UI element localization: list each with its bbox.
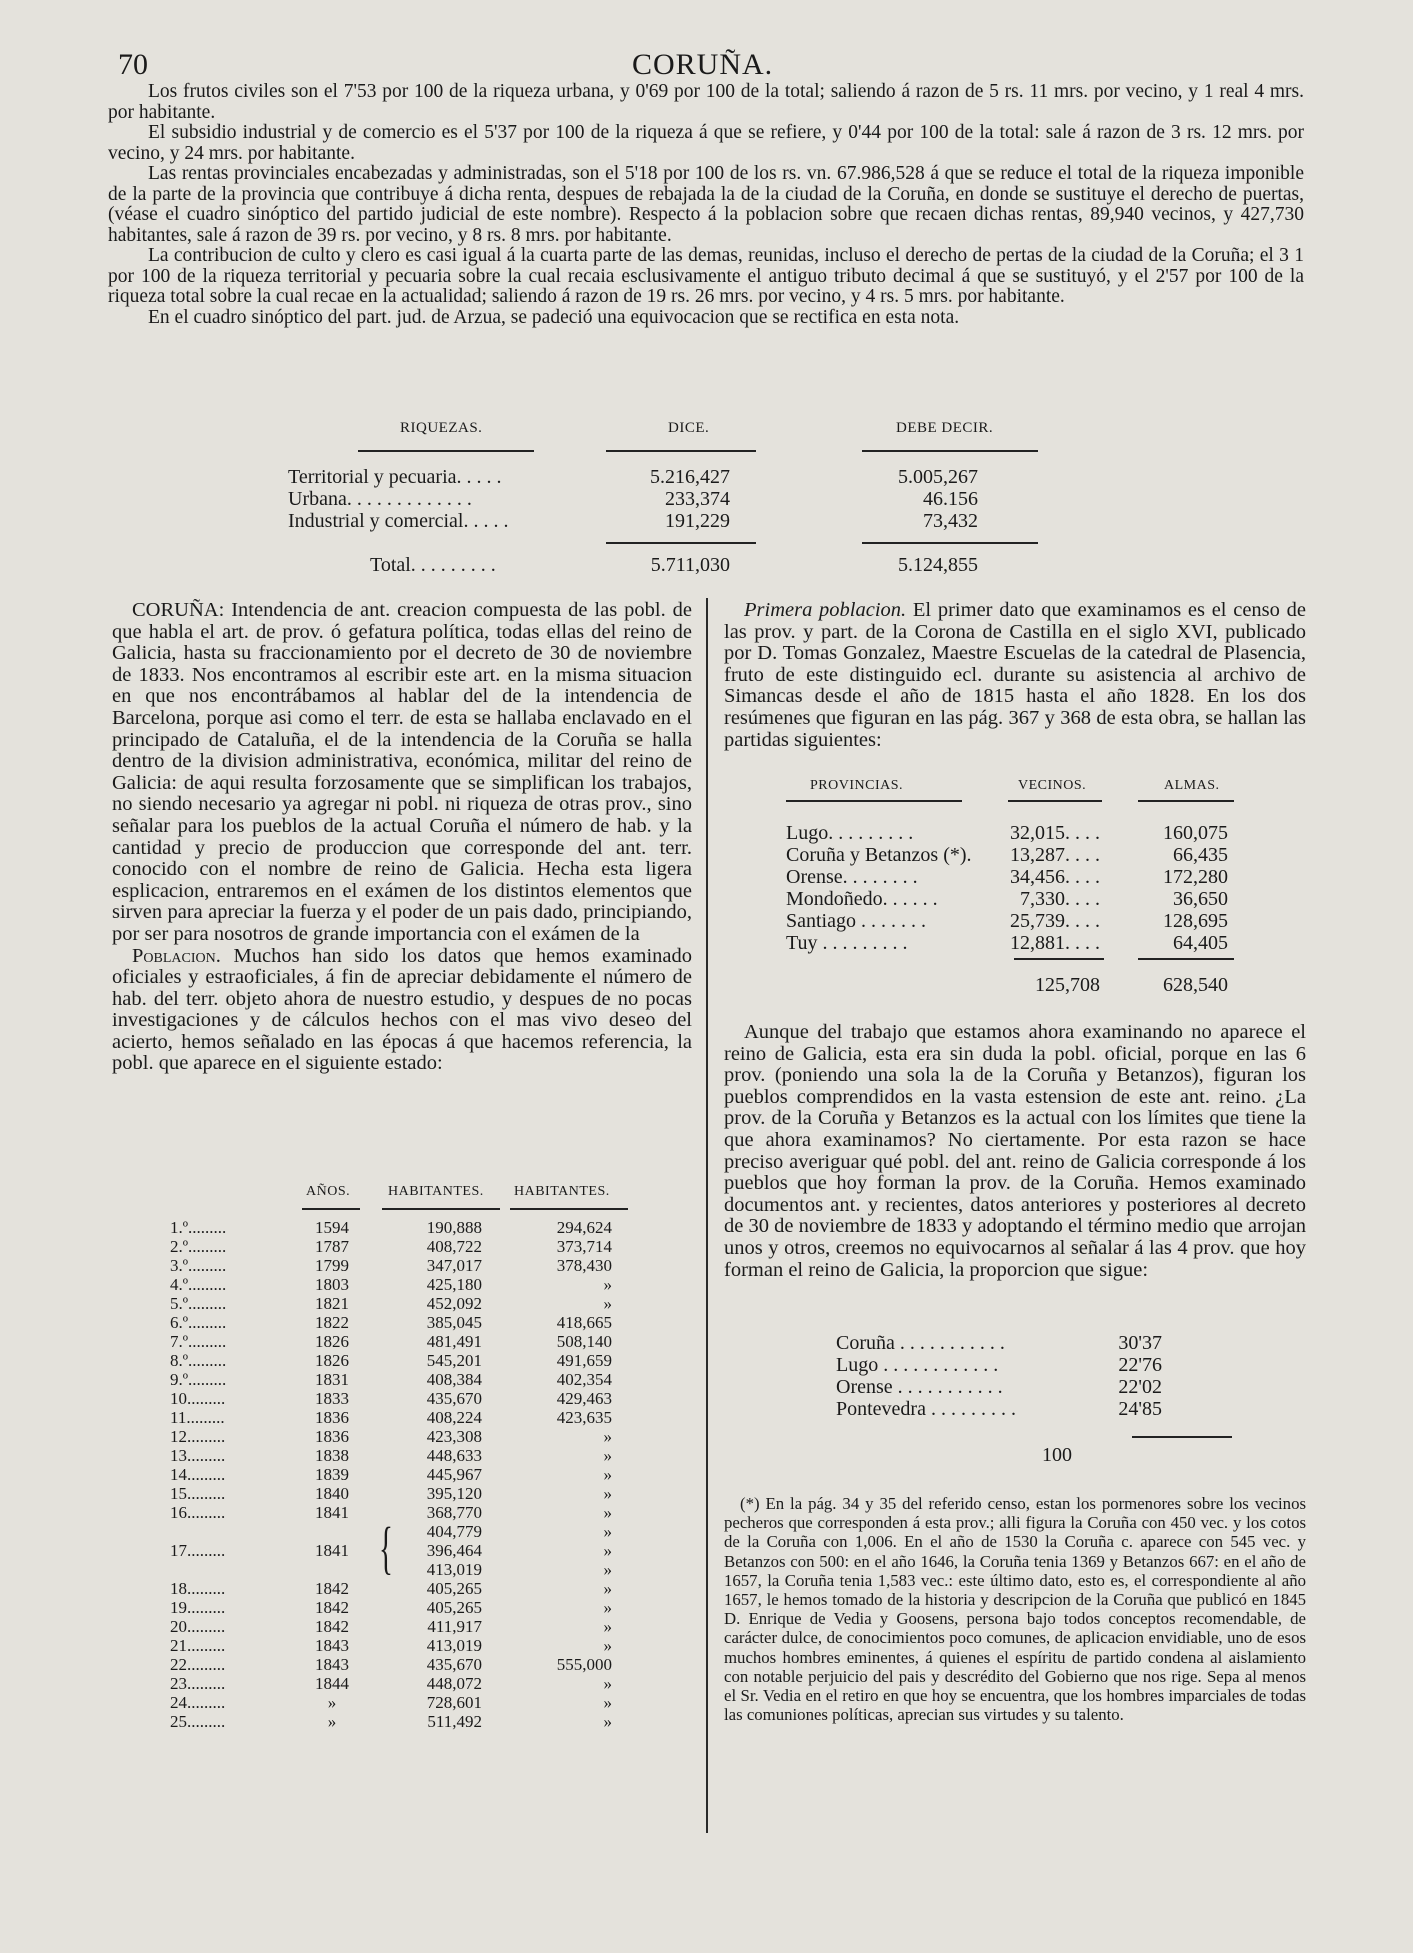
debe-total: 5.124,855	[898, 554, 978, 576]
poblacion-row	[170, 1655, 670, 1675]
row-habitantes-2: »	[603, 1541, 612, 1560]
row-habitantes-1: 368,770	[426, 1503, 482, 1522]
proporcion-value: 30'37	[1118, 1332, 1162, 1354]
header-rule	[786, 800, 962, 802]
row-habitantes-1: 413,019	[426, 1636, 482, 1655]
row-number: 19.........	[170, 1598, 226, 1617]
row-number: 5.º.........	[170, 1294, 227, 1313]
provincia-name: Coruña y Betanzos (*).	[786, 844, 972, 866]
row-number: 18.........	[170, 1579, 226, 1598]
row-year: 1833	[315, 1389, 349, 1408]
row-year: 1787	[315, 1237, 349, 1256]
primera-poblacion-text: El primer dato que examinamos es el censo de las prov. y part. de la Corona de Castilla en el siglo XVI, publicado por D. Tomas Gonzalez, Maestre Escuelas de la catedral de Plasencia, fruto de este distinguido ecl. durante su asistencia al archivo de Simancas desde el año de 1815 hasta el año 1828. En los dos resúmenes que figuran en las pág. 367 y 368 de esta obra, se hallan las partidas siguientes:	[724, 599, 1306, 751]
right-column-continued	[724, 1022, 1306, 1281]
provincia-name: Mondoñedo. . . . . .	[786, 888, 938, 910]
provincia-vecinos: 32,015. . . .	[1010, 822, 1100, 844]
poblacion-row	[170, 1598, 670, 1618]
proporcion-row	[836, 1332, 1206, 1354]
row-habitantes-1: 405,265	[426, 1579, 482, 1598]
row-number: 3.º.........	[170, 1256, 227, 1275]
row-year: 1799	[315, 1256, 349, 1275]
row-number: 16.........	[170, 1503, 226, 1522]
intro-paragraph: Los frutos civiles son el 7'53 por 100 de la riqueza urbana, y 0'69 por 100 de la total; saliendo á razon de 5 rs. 11 mrs. por vecino, y 1 real 4 mrs. por habitante.	[108, 81, 1304, 123]
riquezas-row	[288, 466, 1068, 488]
row-habitantes-1: 435,670	[426, 1655, 482, 1674]
row-habitantes-2: »	[603, 1446, 612, 1465]
anos-header: AÑOS.	[306, 1184, 351, 1199]
riqueza-label: Urbana. . . . . . . . . . . . .	[288, 488, 472, 510]
column-divider	[706, 598, 708, 1833]
row-year: 1843	[315, 1655, 349, 1674]
provincia-name: Tuy . . . . . . . . .	[786, 932, 908, 954]
row-habitantes-2: 423,635	[556, 1408, 612, 1427]
sum-rule	[1132, 1436, 1232, 1438]
row-habitantes-1: 404,779	[426, 1522, 482, 1541]
coruna-text: Intendencia de ant. creacion compuesta de las pobl. de que habla el art. de prov. ó gefatura política, todas ellas del reino de Galicia, hasta su fraccionamiento por el decreto de 30 de noviembre de 1833. Nos encontramos al escribir este art. en la misma situacion en que nos encontrábamos al hablar del de la intendencia de Barcelona, porque asi como el terr. de esta se hallaba enclavado en el principado de Cataluña, el de la intendencia de la Coruña se halla dentro de la division administrativa, económica, militar del reino de Galicia: de aqui resulta forzosamente que se simplifican los trabajos, no siendo necesario ya agregar ni pobl. ni riqueza de otras prov., sino señalar para los pueblos de la actual Coruña el número de hab. y la cantidad y precio de produccion que corresponde del ant. terr. conocido con el nombre de reino de Galicia. Hecha esta ligera esplicacion, entraremos en el exámen de los distintos elementos que sirven para apreciar la fuerza y el poder de un pais dado, principiando, por ser para nosotros de grande importancia con el exámen de la	[112, 599, 692, 945]
provincia-row	[786, 932, 1256, 954]
vecinos-header: VECINOS.	[1018, 778, 1087, 793]
provincia-almas: 36,650	[1173, 888, 1228, 910]
row-year: 1841	[315, 1541, 349, 1560]
row-habitantes-1: 413,019	[426, 1560, 482, 1579]
proporcion-value: 24'85	[1118, 1398, 1162, 1420]
row-habitantes-1: 445,967	[426, 1465, 482, 1484]
poblacion-row	[170, 1427, 670, 1447]
row-habitantes-1: 728,601	[426, 1693, 482, 1712]
row-habitantes-2: 555,000	[556, 1655, 612, 1674]
poblacion-row	[170, 1617, 670, 1637]
row-year: 1822	[315, 1313, 349, 1332]
row-habitantes-2: 402,354	[556, 1370, 612, 1389]
row-year: 1839	[315, 1465, 349, 1484]
row-habitantes-1: 545,201	[426, 1351, 482, 1370]
sum-rule	[1138, 958, 1234, 960]
row-habitantes-2: »	[603, 1693, 612, 1712]
row-habitantes-1: 347,017	[426, 1256, 482, 1275]
sum-rule	[1014, 958, 1104, 960]
row-habitantes-1: 405,265	[426, 1598, 482, 1617]
habitantes-header: HABITANTES.	[514, 1184, 610, 1199]
row-habitantes-2: 429,463	[556, 1389, 612, 1408]
row-habitantes-1: 425,180	[426, 1275, 482, 1294]
row-habitantes-2: »	[603, 1674, 612, 1693]
row-number: 4.º.........	[170, 1275, 227, 1294]
provincia-almas: 128,695	[1163, 910, 1228, 932]
debe-decir-header: DEBE DECIR.	[896, 420, 994, 436]
row-habitantes-2: »	[603, 1617, 612, 1636]
poblacion-row	[170, 1503, 670, 1523]
poblacion-row	[170, 1218, 670, 1238]
riqueza-label: Industrial y comercial. . . . .	[288, 510, 509, 532]
row-habitantes-2: »	[603, 1484, 612, 1503]
poblacion-row	[170, 1275, 670, 1295]
primera-poblacion-lead: Primera poblacion.	[744, 599, 907, 621]
row-number: 11.........	[170, 1408, 225, 1427]
provincias-header: PROVINCIAS.	[810, 778, 904, 793]
provincia-almas: 172,280	[1163, 866, 1228, 888]
header-rule	[606, 450, 756, 452]
row-habitantes-2: 378,430	[556, 1256, 612, 1275]
header-rule	[1138, 800, 1234, 802]
poblacion-row	[170, 1636, 670, 1656]
provincia-almas: 160,075	[1163, 822, 1228, 844]
dice-value: 191,229	[665, 510, 730, 532]
page-number: 70	[118, 48, 148, 81]
row-year: 1838	[315, 1446, 349, 1465]
proporcion-name: Lugo . . . . . . . . . . . .	[836, 1354, 999, 1376]
row-number: 24.........	[170, 1693, 226, 1712]
row-year: »	[327, 1693, 337, 1712]
row-number: 1.º.........	[170, 1218, 227, 1237]
poblacion-row	[170, 1313, 670, 1333]
header-rule	[862, 450, 1038, 452]
row-year: 1594	[315, 1218, 349, 1237]
row-habitantes-2: »	[603, 1636, 612, 1655]
row-habitantes-1: 396,464	[426, 1541, 482, 1560]
row-number: 8.º.........	[170, 1351, 227, 1370]
poblacion-row	[170, 1674, 670, 1694]
proporcion-row	[836, 1376, 1206, 1398]
poblacion-paragraph	[112, 946, 692, 1076]
provincia-row	[786, 822, 1256, 844]
poblacion-row	[170, 1408, 670, 1428]
poblacion-row	[170, 1446, 670, 1466]
row-habitantes-1: 511,492	[427, 1712, 482, 1731]
provincia-name: Lugo. . . . . . . . .	[786, 822, 914, 844]
left-column	[112, 600, 692, 1075]
footnote-text: (*) En la pág. 34 y 35 del referido censo, estan los pormenores sobre los vecinos pecheros que corresponden á esta prov.; alli figura la Coruña con 450 vec. y los cotos de la Coruña con 1,006. En el año de 1530 la Coruña c. aparece con 545 vec. y Betanzos con 500: en el año 1646, la Coruña tenia 1369 y Betanzos 667: en el año de 1657, la Coruña tenia 1,583 vec.: este último dato, esto es, el correspondiente al año 1657, le hemos tomado de la historia y descripcion de la Coruña que publicó en 1845 D. Enrique de Vedia y Goosens, persona bajo todos conceptos recomendable, de carácter dulce, de conocimientos poco comunes, de aplicacion envidiable, uno de esos muchos hombres eminentes, á quienes el espíritu de partido condena al aislamiento con notable perjuicio del pais y descrédito del Gobierno que nos rige. Sepa al menos el Sr. Vedia en el retiro en que hoy se encuentra, que los hombres imparciales de todas las comuniones políticas, aprecian sus virtudes y su talento.	[724, 1494, 1306, 1725]
coruna-lead: CORUÑA:	[132, 599, 225, 621]
row-habitantes-1: 411,917	[427, 1617, 482, 1636]
provincia-name: Santiago . . . . . . .	[786, 910, 926, 932]
intro-paragraph: La contribucion de culto y clero es casi igual á la cuarta parte de las demas, reunidas, incluso el derecho de pertas de la ciudad de la Coruña; el 3 1 por 100 de la riqueza territorial y pecuaria sobre la cual recaia esclusivamente el antiguo tributo decimal á que se sustituyó, y el 2'57 por 100 de la riqueza total sobre la cual recae en la actualidad; saliendo á razon de 19 rs. 26 mrs. por vecino, y 4 rs. 5 mrs. por habitante.	[108, 245, 1304, 307]
provincia-almas: 66,435	[1173, 844, 1228, 866]
intro-text	[108, 82, 1304, 328]
almas-total: 628,540	[1163, 974, 1228, 996]
row-number: 2.º.........	[170, 1237, 227, 1256]
dice-total: 5.711,030	[650, 554, 730, 576]
row-year: 1826	[315, 1332, 349, 1351]
coruna-paragraph	[112, 600, 692, 946]
row-number: 17.........	[170, 1541, 226, 1560]
row-habitantes-2: »	[603, 1522, 612, 1541]
row-number: 22.........	[170, 1655, 226, 1674]
provincia-vecinos: 13,287. . . .	[1010, 844, 1100, 866]
row-habitantes-2: 294,624	[556, 1218, 612, 1237]
poblacion-row	[170, 1237, 670, 1257]
provincia-vecinos: 12,881. . . .	[1010, 932, 1100, 954]
poblacion-row	[170, 1294, 670, 1314]
row-year: »	[327, 1712, 337, 1731]
row-number: 10.........	[170, 1389, 226, 1408]
row-year: 1841	[315, 1503, 349, 1522]
riquezas-total-row	[288, 554, 1068, 576]
row-habitantes-2: »	[603, 1503, 612, 1522]
row-habitantes-1: 190,888	[426, 1218, 482, 1237]
row-habitantes-2: »	[603, 1560, 612, 1579]
habitantes-header: HABITANTES.	[388, 1184, 484, 1199]
row-habitantes-1: 452,092	[426, 1294, 482, 1313]
header-rule	[358, 450, 534, 452]
provincia-vecinos: 25,739. . . .	[1010, 910, 1100, 932]
row-number: 14.........	[170, 1465, 226, 1484]
almas-header: ALMAS.	[1164, 778, 1220, 793]
row-year: 1844	[315, 1674, 349, 1693]
intro-paragraph: En el cuadro sinóptico del part. jud. de Arzua, se padeció una equivocacion que se rectifica en esta nota.	[148, 306, 960, 328]
row-habitantes-1: 481,491	[426, 1332, 482, 1351]
row-habitantes-1: 385,045	[426, 1313, 482, 1332]
row-year: 1840	[315, 1484, 349, 1503]
row-habitantes-1: 395,120	[426, 1484, 482, 1503]
poblacion-row	[170, 1560, 670, 1580]
debe-value: 5.005,267	[898, 466, 978, 488]
poblacion-row	[170, 1332, 670, 1352]
row-habitantes-2: »	[603, 1712, 612, 1731]
dice-value: 5.216,427	[650, 466, 730, 488]
dice-value: 233,374	[665, 488, 730, 510]
row-number: 25.........	[170, 1712, 226, 1731]
row-year: 1836	[315, 1408, 349, 1427]
row-habitantes-2: 508,140	[556, 1332, 612, 1351]
row-year: 1842	[315, 1579, 349, 1598]
row-number: 20.........	[170, 1617, 226, 1636]
row-year: 1826	[315, 1351, 349, 1370]
provincia-vecinos: 7,330. . . .	[1020, 888, 1100, 910]
row-number: 23.........	[170, 1674, 226, 1693]
dice-header: DICE.	[668, 420, 710, 436]
proporcion-total: 100	[1042, 1444, 1072, 1466]
row-habitantes-2: 418,665	[556, 1313, 612, 1332]
row-habitantes-2: »	[603, 1465, 612, 1484]
header-rule	[1008, 800, 1102, 802]
poblacion-row	[170, 1389, 670, 1409]
row-number: 7.º.........	[170, 1332, 227, 1351]
intro-paragraph: Las rentas provinciales encabezadas y administradas, son el 5'18 por 100 de los rs. vn. 67.986,528 á que se reduce el total de la riqueza imponible de la parte de la provincia que contribuye á dicha renta, despues de rebajada la de la ciudad de la Coruña, en donde se sustituye el derecho de puertas, (véase el cuadro sinóptico del partido judicial de este nombre). Respecto á la poblacion sobre que recaen dichas rentas, 89,940 vecinos, y 427,730 habitantes, sale á razon de 39 rs. por vecino, y 8 rs. 8 mrs. por habitante.	[108, 163, 1304, 246]
row-habitantes-2: 373,714	[556, 1237, 612, 1256]
riquezas-row	[288, 510, 1068, 532]
row-habitantes-1: 448,633	[426, 1446, 482, 1465]
total-label: Total. . . . . . . . .	[370, 554, 496, 576]
poblacion-row	[170, 1522, 670, 1542]
poblacion-text: Muchos han sido los datos que hemos examinado oficiales y estraoficiales, á fin de apreciar debidamente el número de hab. del terr. objeto ahora de nuestro estudio, y despues de no pocas investigaciones y de cálculos hechos con el mas vivo deseo del acierto, hemos señalado en las épocas á que hacemos referencia, la pobl. que aparece en el siguiente estado:	[112, 944, 692, 1075]
row-year: 1842	[315, 1617, 349, 1636]
proporcion-name: Pontevedra . . . . . . . . .	[836, 1398, 1016, 1420]
aunque-paragraph: Aunque del trabajo que estamos ahora examinando no aparece el reino de Galicia, esta era sin duda la pobl. oficial, porque en las 6 prov. (poniendo una sola la de la Coruña y Betanzos), figuran los pueblos comprendidos en la vasta estension de este ant. reino. ¿La prov. de la Coruña y Betanzos es la actual con los límites que tiene la que ahora examinamos? No ciertamente. Por esta razon se hace preciso averiguar qué pobl. del ant. reino de Galicia corresponde á los pueblos que hoy forman la prov. de la Coruña. Hemos examinado documentos ant. y recientes, datos anteriores y posteriores al decreto de 30 de noviembre de 1833 y adoptando el término medio que arrojan unos y otros, creemos no equivocarnos al señalar á las 4 prov. que hoy forman el reino de Galicia, la proporcion que sigue:	[724, 1021, 1306, 1281]
riqueza-label: Territorial y pecuaria. . . . .	[288, 466, 502, 488]
provincias-total-row	[786, 974, 1256, 996]
row-habitantes-2: 491,659	[556, 1351, 612, 1370]
proporcion-total-row	[836, 1444, 1206, 1466]
footnote	[724, 1494, 1306, 1724]
header-rule	[510, 1208, 628, 1210]
riquezas-header: RIQUEZAS.	[400, 420, 483, 436]
debe-value: 46.156	[923, 488, 978, 510]
row-habitantes-1: 408,722	[426, 1237, 482, 1256]
provincia-row	[786, 844, 1256, 866]
riquezas-row	[288, 488, 1068, 510]
poblacion-row	[170, 1370, 670, 1390]
provincia-row	[786, 866, 1256, 888]
proporcion-name: Orense . . . . . . . . . . .	[836, 1376, 1003, 1398]
header-rule	[302, 1208, 360, 1210]
debe-value: 73,432	[923, 510, 978, 532]
poblacion-row	[170, 1256, 670, 1276]
row-habitantes-1: 448,072	[426, 1674, 482, 1693]
provincia-row	[786, 910, 1256, 932]
poblacion-row	[170, 1484, 670, 1504]
poblacion-row	[170, 1579, 670, 1599]
sum-rule	[862, 542, 1038, 544]
poblacion-row	[170, 1712, 670, 1732]
provincia-row	[786, 888, 1256, 910]
row-number: 12.........	[170, 1427, 226, 1446]
row-year: 1831	[315, 1370, 349, 1389]
row-year: 1842	[315, 1598, 349, 1617]
row-habitantes-1: 423,308	[426, 1427, 482, 1446]
header-rule	[382, 1208, 500, 1210]
provincia-name: Orense. . . . . . . .	[786, 866, 918, 888]
proporcion-value: 22'02	[1118, 1376, 1162, 1398]
row-habitantes-2: »	[603, 1579, 612, 1598]
row-number: 15.........	[170, 1484, 226, 1503]
vecinos-total: 125,708	[1035, 974, 1100, 996]
poblacion-row	[170, 1351, 670, 1371]
row-year: 1821	[315, 1294, 349, 1313]
row-number: 13.........	[170, 1446, 226, 1465]
right-column	[724, 600, 1306, 751]
proporcion-row	[836, 1398, 1206, 1420]
row-habitantes-2: »	[603, 1427, 612, 1446]
sum-rule	[606, 542, 756, 544]
poblacion-row	[170, 1465, 670, 1485]
poblacion-row	[170, 1693, 670, 1713]
brace-mark: {	[378, 1515, 393, 1580]
row-habitantes-2: »	[603, 1275, 612, 1294]
poblacion-row	[170, 1541, 670, 1561]
row-year: 1803	[315, 1275, 349, 1294]
row-habitantes-1: 408,224	[426, 1408, 482, 1427]
row-habitantes-1: 408,384	[426, 1370, 482, 1389]
row-year: 1836	[315, 1427, 349, 1446]
row-year: 1843	[315, 1636, 349, 1655]
row-number: 6.º.........	[170, 1313, 227, 1332]
row-habitantes-2: »	[603, 1294, 612, 1313]
row-habitantes-2: »	[603, 1598, 612, 1617]
proporcion-name: Coruña . . . . . . . . . . .	[836, 1332, 1005, 1354]
poblacion-lead: Poblacion.	[132, 944, 221, 967]
row-number: 21.........	[170, 1636, 226, 1655]
proporcion-row	[836, 1354, 1206, 1376]
page-title: CORUÑA.	[632, 48, 774, 81]
intro-paragraph: El subsidio industrial y de comercio es el 5'37 por 100 de la riqueza á que se refiere, y 0'44 por 100 de la total: sale á razon de 3 rs. 12 mrs. por vecino, y 24 mrs. por habitante.	[108, 122, 1304, 164]
row-habitantes-1: 435,670	[426, 1389, 482, 1408]
proporcion-value: 22'76	[1118, 1354, 1162, 1376]
provincia-vecinos: 34,456. . . .	[1010, 866, 1100, 888]
row-number: 9.º.........	[170, 1370, 227, 1389]
primera-poblacion-paragraph	[724, 600, 1306, 751]
provincia-almas: 64,405	[1173, 932, 1228, 954]
